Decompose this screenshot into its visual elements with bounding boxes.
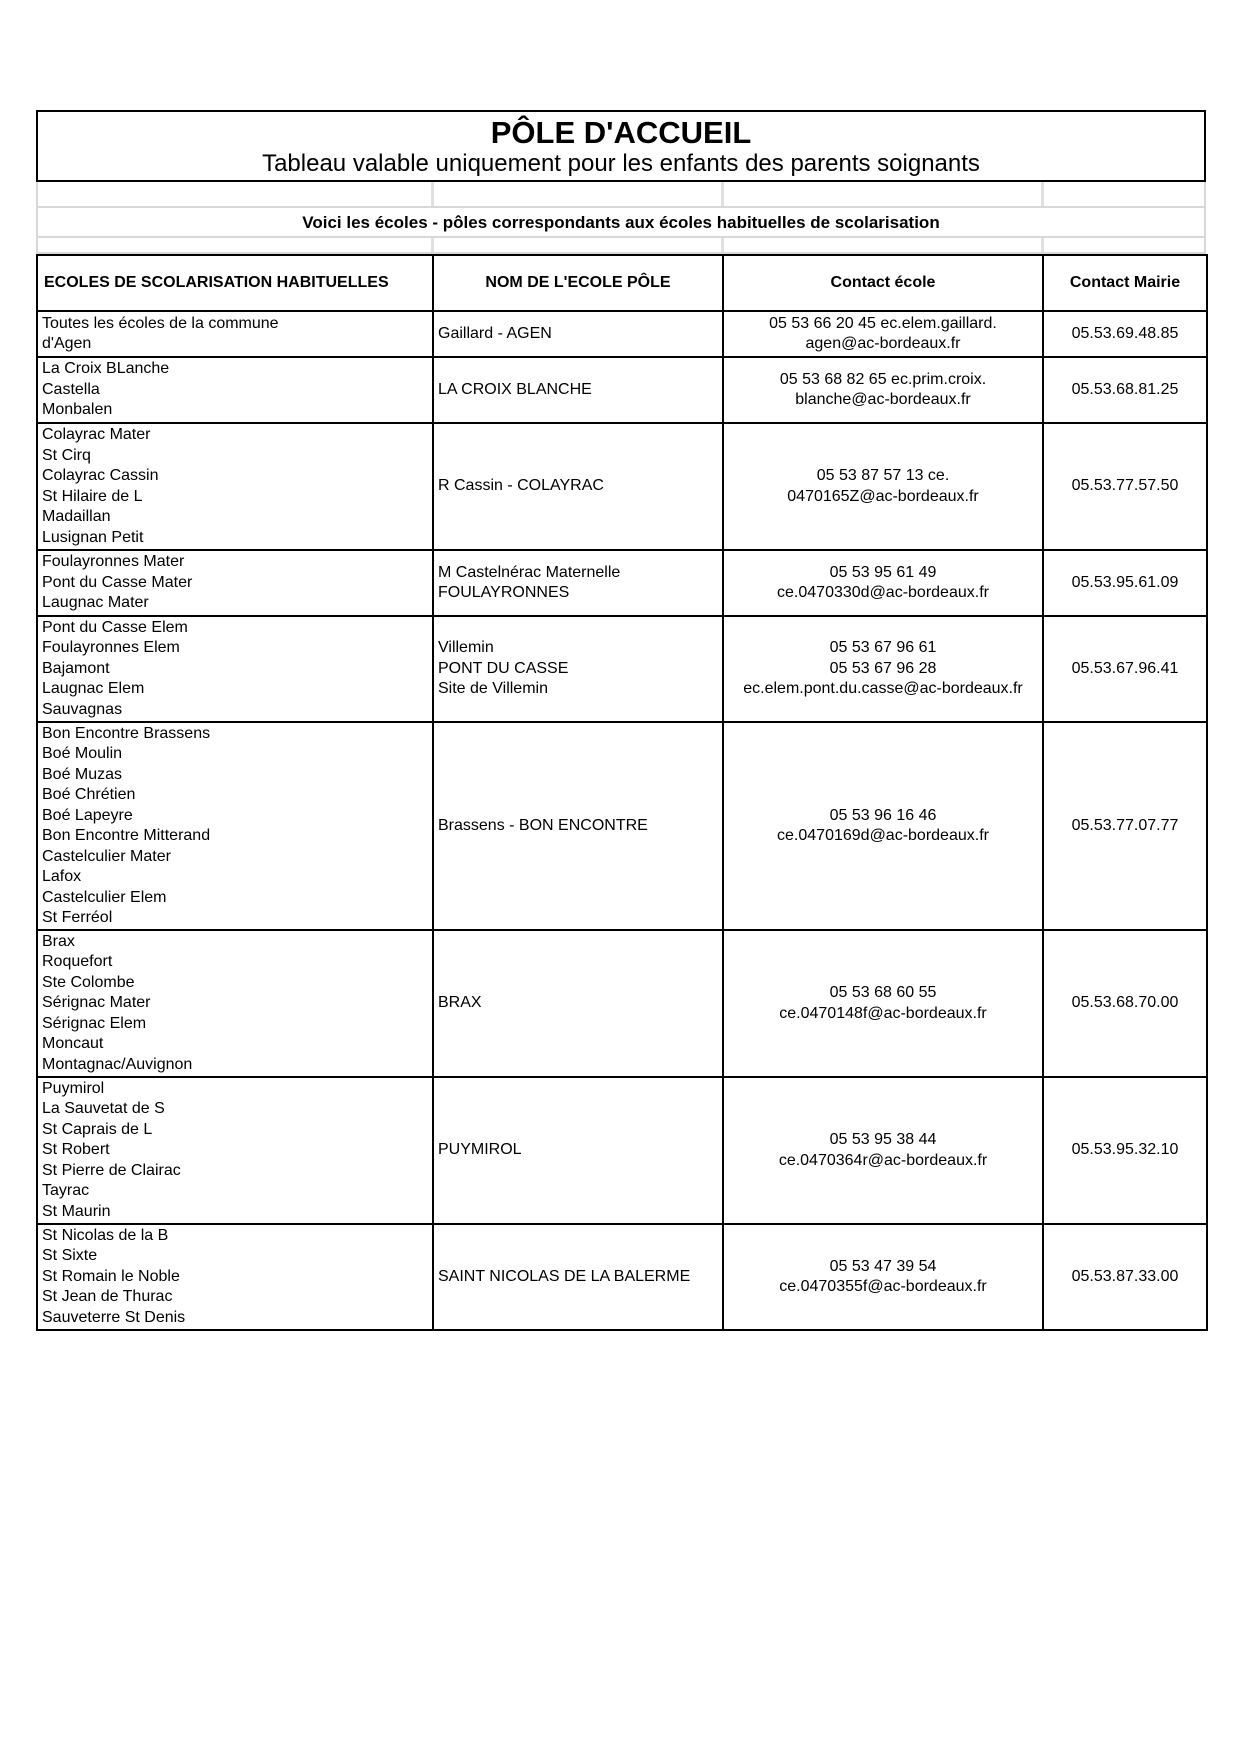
schools-cell-line: St Pierre de Clairac — [42, 1161, 181, 1179]
mairie-contact-cell: 05.53.67.96.41 — [1043, 616, 1207, 722]
school-contact-cell — [723, 930, 1043, 1077]
column-header: Contact Mairie — [1043, 255, 1207, 311]
school-contact-cell — [723, 550, 1043, 616]
school-contact-cell-line: 0470165Z@ac-bordeaux.fr — [787, 487, 979, 505]
table-row — [37, 357, 1207, 423]
spacer-cell — [1044, 238, 1208, 252]
mairie-contact-cell: 05.53.69.48.85 — [1043, 311, 1207, 357]
schools-cell-line: Colayrac Cassin — [42, 467, 159, 484]
schools-cell-line: St Caprais de L — [42, 1120, 153, 1138]
schools-cell-line: Boé Lapeyre — [42, 806, 133, 824]
table-row — [37, 930, 1207, 1077]
schools-cell-line: St Hilaire de L — [42, 487, 143, 505]
pole-school-cell-line: PUYMIROL — [438, 1141, 522, 1159]
pole-school-cell — [433, 357, 723, 423]
pole-school-cell-line: M Castelnérac Maternelle — [438, 563, 621, 581]
spacer-cell — [724, 238, 1044, 252]
column-header: Contact école — [723, 255, 1043, 311]
schools-cell-line: Lusignan Petit — [42, 528, 144, 546]
schools-cell-line: Boé Moulin — [42, 745, 123, 762]
schools-cell-line: Moncaut — [42, 1035, 104, 1053]
schools-cell-line: Bon Encontre Brassens — [42, 724, 211, 742]
pole-school-cell-line: Brassens - BON ENCONTRE — [438, 816, 648, 834]
pole-school-cell-line: R Cassin - COLAYRAC — [438, 477, 604, 495]
schools-cell-line: St Maurin — [42, 1202, 111, 1220]
schools-cell — [37, 722, 433, 930]
school-contact-cell-line: 05 53 68 82 65 ec.prim.croix. — [779, 370, 987, 388]
school-contact-cell-line: blanche@ac-bordeaux.fr — [795, 391, 971, 408]
schools-cell-line: La Sauvetat de S — [42, 1100, 165, 1118]
school-contact-cell — [723, 423, 1043, 550]
schools-cell-line: Puymirol — [42, 1079, 105, 1097]
school-contact-cell — [723, 722, 1043, 930]
school-contact-cell — [723, 1077, 1043, 1224]
school-contact-cell-line: ec.elem.pont.du.casse@ac-bordeaux.fr — [743, 680, 1023, 698]
schools-cell — [37, 423, 433, 550]
schools-cell-line: Boé Muzas — [42, 765, 123, 783]
schools-cell — [37, 550, 433, 616]
school-contact-cell — [723, 1224, 1043, 1330]
schools-cell — [37, 1077, 433, 1224]
schools-cell-line: Bajamont — [42, 659, 110, 677]
pole-school-cell — [433, 550, 723, 616]
table-row — [37, 722, 1207, 930]
school-contact-cell-line: ce.0470364r@ac-bordeaux.fr — [778, 1151, 988, 1169]
schools-table — [36, 254, 1208, 1331]
mairie-contact-cell: 05.53.77.57.50 — [1043, 423, 1207, 550]
schools-cell-line: Pont du Casse Elem — [42, 618, 188, 636]
schools-cell-line: St Nicolas de la B — [42, 1226, 169, 1244]
pole-school-cell — [433, 616, 723, 722]
pole-school-cell-line: SAINT NICOLAS DE LA BALERME — [438, 1267, 691, 1285]
school-contact-cell-line: 05 53 87 57 13 ce. — [816, 467, 950, 484]
schools-cell-line: Sérignac Mater — [42, 994, 151, 1012]
page-subtitle: Tableau valable uniquement pour les enfants des parents soignants — [262, 150, 980, 177]
schools-cell-line: Madaillan — [42, 508, 111, 525]
school-contact-cell-line: 05 53 47 39 54 — [829, 1257, 937, 1275]
spacer-cell — [38, 182, 434, 206]
intro-text: Voici les écoles - pôles correspondants aux écoles habituelles de scolarisation — [36, 208, 1206, 238]
schools-cell-line: St Robert — [42, 1141, 110, 1159]
schools-cell-line: St Romain le Noble — [42, 1267, 180, 1285]
table-row — [37, 616, 1207, 722]
schools-cell — [37, 616, 433, 722]
spacer-row — [36, 238, 1206, 254]
table-row — [37, 423, 1207, 550]
schools-cell-line: Toutes les écoles de la commune — [42, 314, 279, 332]
mairie-contact-cell: 05.53.87.33.00 — [1043, 1224, 1207, 1330]
pole-school-cell-line: FOULAYRONNES — [438, 584, 570, 601]
school-contact-cell-line: 05 53 67 96 28 — [829, 659, 937, 677]
spacer-cell — [434, 182, 724, 206]
schools-cell-line: Laugnac Elem — [42, 680, 145, 698]
school-contact-cell-line: 05 53 95 61 49 — [829, 563, 937, 581]
pole-school-cell-line: Site de Villemin — [438, 680, 548, 698]
pole-school-cell-line: Villemin — [438, 639, 494, 657]
pole-school-cell-line: BRAX — [438, 994, 482, 1012]
mairie-contact-cell: 05.53.68.70.00 — [1043, 930, 1207, 1077]
schools-cell-line: Sauvagnas — [42, 700, 123, 718]
school-contact-cell-line: 05 53 95 38 44 — [829, 1131, 937, 1148]
schools-cell-line: Colayrac Mater — [42, 426, 151, 443]
pole-school-cell-line: Gaillard - AGEN — [438, 324, 552, 342]
schools-cell-line: Monbalen — [42, 401, 113, 419]
table-body — [37, 311, 1207, 1330]
schools-cell-line: Ste Colombe — [42, 973, 135, 991]
table-row — [37, 1224, 1207, 1330]
schools-cell-line: Roquefort — [42, 953, 113, 971]
pole-school-cell — [433, 423, 723, 550]
school-contact-cell — [723, 357, 1043, 423]
schools-cell-line: Bon Encontre Mitterand — [42, 827, 211, 844]
pole-school-cell — [433, 722, 723, 930]
schools-cell-line: St Cirq — [42, 446, 91, 464]
school-contact-cell-line: ce.0470330d@ac-bordeaux.fr — [777, 584, 989, 601]
schools-cell-line: Boé Chrétien — [42, 786, 136, 803]
schools-cell-line: Laugnac Mater — [42, 594, 149, 612]
pole-school-cell-line: LA CROIX BLANCHE — [438, 380, 592, 398]
spacer-cell — [434, 238, 724, 252]
spacer-cell — [724, 182, 1044, 206]
school-contact-cell-line: agen@ac-bordeaux.fr — [805, 335, 961, 352]
pole-school-cell — [433, 930, 723, 1077]
spacer-cell — [1044, 182, 1208, 206]
schools-cell — [37, 357, 433, 423]
mairie-contact-cell: 05.53.77.07.77 — [1043, 722, 1207, 930]
mairie-contact-cell: 05.53.95.32.10 — [1043, 1077, 1207, 1224]
pole-school-cell — [433, 1077, 723, 1224]
school-contact-cell-line: ce.0470169d@ac-bordeaux.fr — [777, 827, 989, 844]
column-header: NOM DE L'ECOLE PÔLE — [433, 255, 723, 311]
schools-cell-line: La Croix BLanche — [42, 360, 170, 378]
schools-cell-line: Brax — [42, 932, 75, 950]
schools-cell-line: Castelculier Mater — [42, 847, 171, 865]
table-row — [37, 550, 1207, 616]
pole-school-cell — [433, 1224, 723, 1330]
schools-cell-line: Sérignac Elem — [42, 1014, 147, 1032]
schools-cell-line: d'Agen — [42, 335, 92, 352]
spacer-row — [36, 182, 1206, 208]
document-sheet — [36, 110, 1206, 1331]
table-header-row — [37, 255, 1207, 311]
schools-cell-line: Foulayronnes Elem — [42, 639, 180, 657]
schools-cell-line: St Jean de Thurac — [42, 1288, 173, 1306]
page-title: PÔLE D'ACCUEIL — [490, 115, 752, 150]
school-contact-cell-line: 05 53 66 20 45 ec.elem.gaillard. — [769, 314, 997, 332]
schools-cell-line: Montagnac/Auvignon — [42, 1055, 193, 1073]
mairie-contact-cell: 05.53.95.61.09 — [1043, 550, 1207, 616]
school-contact-cell-line: ce.0470148f@ac-bordeaux.fr — [779, 1004, 987, 1022]
schools-cell — [37, 1224, 433, 1330]
schools-cell-line: Lafox — [42, 868, 82, 885]
table-row — [37, 311, 1207, 357]
schools-cell-line: Castelculier Elem — [42, 888, 167, 906]
column-header: ECOLES DE SCOLARISATION HABITUELLES — [37, 255, 433, 311]
spacer-cell — [38, 238, 434, 252]
table-row — [37, 1077, 1207, 1224]
school-contact-cell-line: 05 53 67 96 61 — [829, 639, 937, 657]
schools-cell-line: Foulayronnes Mater — [42, 553, 185, 571]
school-contact-cell — [723, 311, 1043, 357]
title-box — [36, 110, 1206, 182]
schools-cell-line: Castella — [42, 380, 100, 398]
schools-cell-line: Sauveterre St Denis — [42, 1308, 186, 1326]
school-contact-cell-line: 05 53 68 60 55 — [829, 984, 937, 1001]
mairie-contact-cell: 05.53.68.81.25 — [1043, 357, 1207, 423]
pole-school-cell — [433, 311, 723, 357]
schools-cell-line: Pont du Casse Mater — [42, 573, 193, 591]
schools-cell — [37, 311, 433, 357]
schools-cell-line: St Sixte — [42, 1247, 98, 1265]
schools-cell-line: Tayrac — [42, 1182, 90, 1200]
schools-cell — [37, 930, 433, 1077]
school-contact-cell-line: 05 53 96 16 46 — [829, 806, 937, 824]
school-contact-cell — [723, 616, 1043, 722]
school-contact-cell-line: ce.0470355f@ac-bordeaux.fr — [779, 1278, 987, 1295]
schools-cell-line: St Ferréol — [42, 909, 113, 926]
pole-school-cell-line: PONT DU CASSE — [438, 659, 569, 677]
